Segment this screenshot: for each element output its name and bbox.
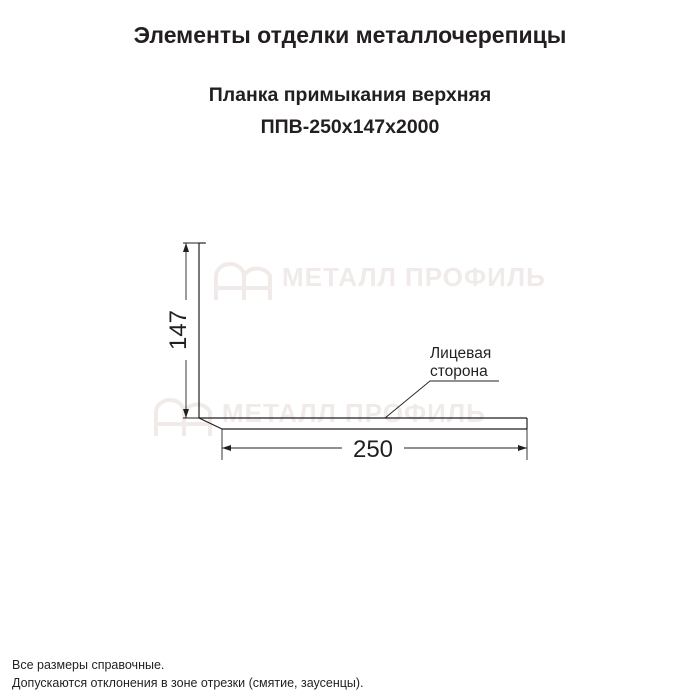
page-title: Элементы отделки металлочерепицы [133, 22, 567, 48]
callout-label-line1: Лицевая [430, 345, 492, 362]
footnotes [12, 656, 364, 692]
footnote-line-2: Допускаются отклонения в зоне отрезки (смятие, заусенцы). [12, 676, 364, 690]
watermark-text-bottom: МЕТАЛЛ ПРОФИЛЬ [222, 398, 486, 428]
footnote-line-1: Все размеры справочные. [12, 658, 165, 672]
watermark-text-top: МЕТАЛЛ ПРОФИЛЬ [282, 262, 546, 292]
dimension-label-250: 250 [352, 436, 394, 463]
dimension-label-147: 147 [165, 309, 192, 351]
product-code: ППВ-250x147x2000 [260, 116, 440, 138]
callout-leader [385, 381, 499, 418]
profile-outline [199, 243, 527, 429]
callout-label-line2: сторона [430, 363, 488, 380]
product-name: Планка примыкания верхняя [208, 84, 492, 106]
